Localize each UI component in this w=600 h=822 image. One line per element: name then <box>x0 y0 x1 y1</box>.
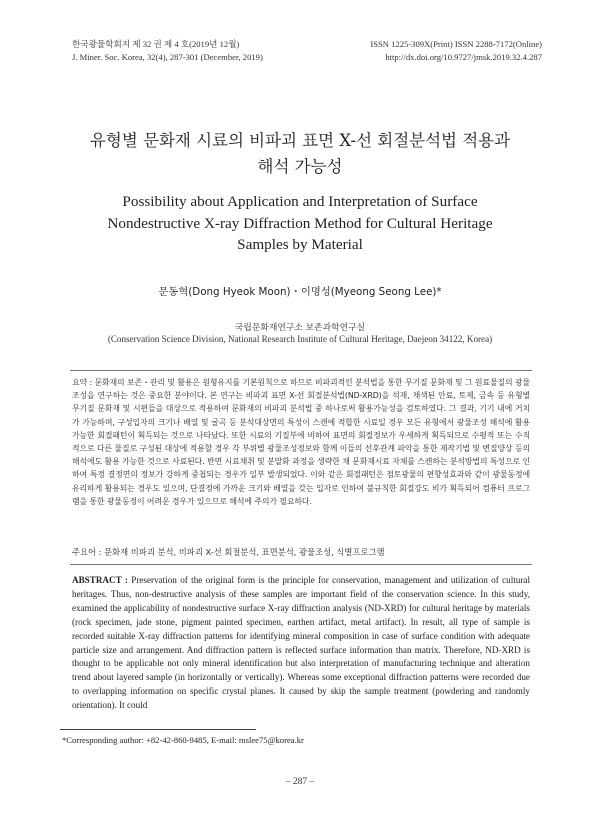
divider-top <box>70 370 532 371</box>
footnote-divider <box>60 729 256 730</box>
keywords-korean <box>72 546 530 558</box>
journal-name-korean: 한국광물학회지 제 32 권 제 4 호(2019년 12월) <box>72 39 240 49</box>
title-english-line-2: Nondestructive X-ray Diffraction Method for Cultural Heritage <box>107 214 493 232</box>
journal-header-right <box>370 38 542 64</box>
corresponding-author-footnote: *Corresponding author: +82-42-860-9485, E-mail: mslee75@korea.kr <box>62 735 304 745</box>
abstract-korean-label: 요약 : <box>72 378 93 387</box>
keywords-text: 문화재 비파괴 분석, 비파괴 X-선 회절분석, 표면분석, 광물조성, 식별프로그램 <box>101 547 385 557</box>
page-number: – 287 – <box>285 777 315 787</box>
title-english <box>40 191 560 256</box>
abstract-english <box>72 574 530 713</box>
journal-header-left <box>72 38 263 64</box>
authors: 문동혁(Dong Hyeok Moon)・이명성(Myeong Seong Lee)* <box>158 286 442 298</box>
title-korean <box>0 128 600 180</box>
title-korean-line-1: 유형별 문화재 시료의 비파괴 표면 X-선 회절분석법 적용과 <box>89 131 511 150</box>
divider-middle <box>70 564 532 565</box>
keywords-label: 주요어 : <box>72 547 102 557</box>
abstract-korean-text: 문화재의 보존・관리 및 활용은 원형유지를 기본원칙으로 하므로 비파괴적인 분석법을 통한 무기질 문화재 및 그 원료물질의 광물조성을 연구하는 것은 중요한 분야이다. 본 연구는 비파괴 표면 X-선 회절분석법(ND-XRD)을 석재, 채색된 안료, 토제, 금속 등 유형별 무기질 문화재 및 시편들을 대상으로 적용하여 문화재의 비파괴 분석법 중 하나로써 활용가능성을 검토하였다. 그 결과, 기기 내에 거치가 가능하며, 구성입자의 크기나 배열 및 굴곡 등 분석대상면의 특성이 스캔에 적합한 시료일 경우 모든 유형에서 광물조성 해석에 활용 가능한 회절패턴이 획득되는 것으로 나타났다. 또한 시료의 기질부에 비하여 표면의 회절정보가 우세하게 획득되므로 수평적 또는 수직적으로 다른 물질로 구성된 대상에 적용할 경우 각 부위별 광물조성정보와 함께 이들의 선후관계 파악을 통한 제작기법 및 변질양상 등의 해석에도 활용 가능한 것으로 사료된다. 반면 시료채취 및 분말화 과정을 생략한 채 문화재시료 자체를 스캔하는 분석방법의 특성으로 인하여 특정 결정면의 정보가 강하게 중첩되는 경우가 일부 발생되었다. 이와 같은 회절패턴은 점토광물의 편향성효과와 같이 광물동정에 유리하게 활용되는 경우도 있으며, 단결정에 가까운 크기와 배열을 갖는 입자로 인하여 불규칙한 회절강도 비가 획득되어 컴퓨터 프로그램을 통한 광물동정이 어려운 경우가 있으므로 해석에 주의가 필요하다. <box>72 378 530 506</box>
title-english-line-1: Possibility about Application and Interpretation of Surface <box>122 193 478 210</box>
affiliation-korean: 국립문화재연구소 보존과학연구실 <box>234 323 366 333</box>
title-korean-line-2: 해석 가능성 <box>257 157 343 176</box>
doi-link[interactable]: http://dx.doi.org/10.9727/jmsk.2019.32.4.287 <box>385 52 542 62</box>
affiliation-english: (Conservation Science Division, National Research Institute of Cultural Heritage, Daejeon 34122, Korea) <box>107 334 493 344</box>
journal-citation: J. Miner. Soc. Korea, 32(4), 287-301 (December, 2019) <box>72 52 263 62</box>
abstract-korean <box>72 376 530 508</box>
abstract-english-text: Preservation of the original form is the principle for conservation, management and utilization of cultural heritages. Thus, non-destructive analysis of these samples are important field of the conservation science. In this study, examined the applicability of nondestructive surface X-ray diffraction analysis (ND-XRD) for cultural heritage by materials (rock specimen, jade stone, pigment painted specimen, earthen artifact, metal artifact). In result, all type of sample is recorded suitable X-ray diffraction patterns for identifying mineral composition in case of surface condition with adequate particle size and arrangement. And diffraction pattern is reflected surface information than matrix. Therefore, ND-XRD is thought to be applicable not only mineral identification but also interpretation of manufacturing technique and alteration trend about layered sample (in horizontally or vertically). Whereas some exceptional diffraction patterns were recorded due to overlapping information on specific crystal planes. It caused by skip the sample treatment (powdering and randomly orientation). It could <box>72 575 530 711</box>
abstract-english-label: ABSTRACT : <box>72 575 128 585</box>
title-english-line-3: Samples by Material <box>237 236 363 253</box>
issn: ISSN 1225-309X(Print) ISSN 2288-7172(Online) <box>370 39 542 49</box>
